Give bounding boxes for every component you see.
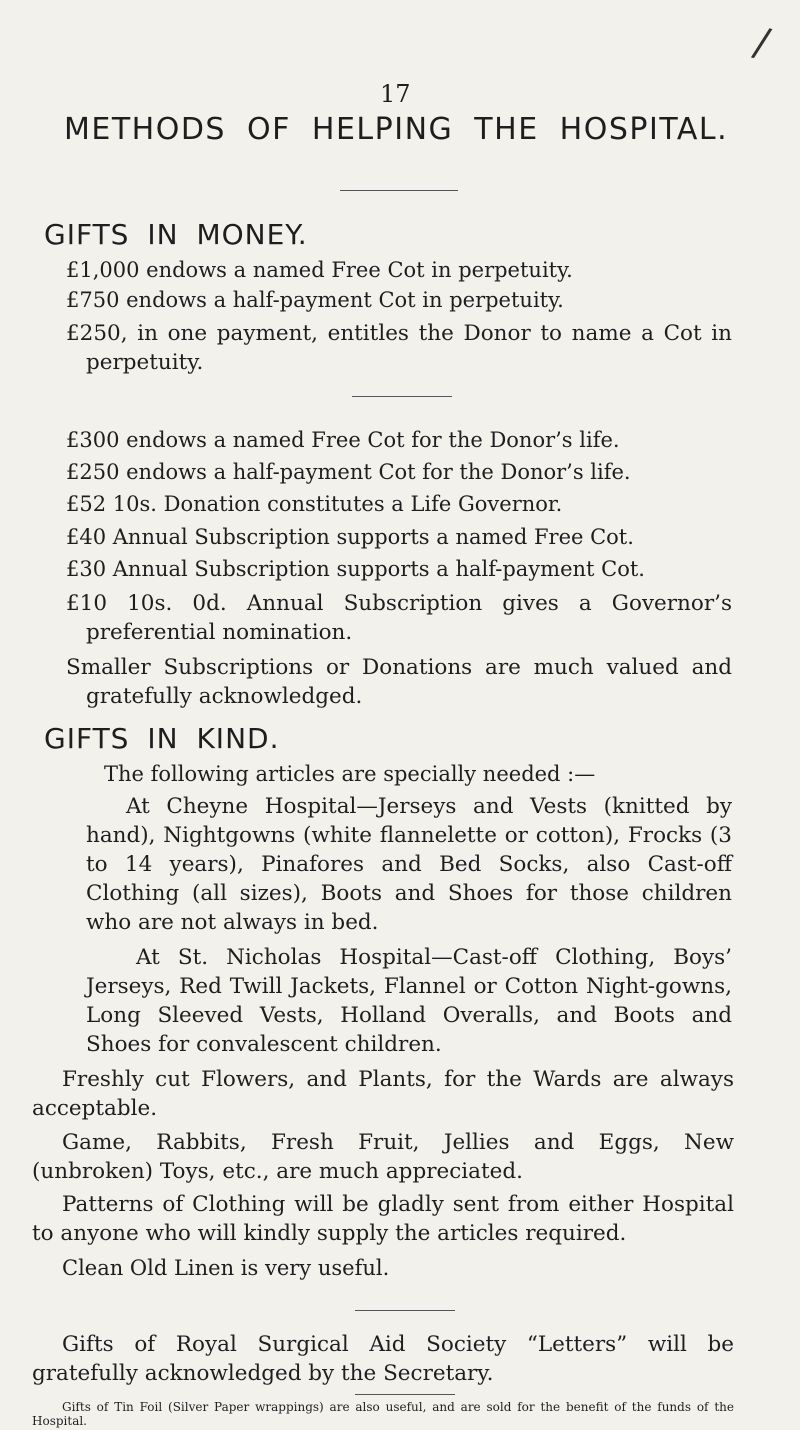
money-item: £1,000 endows a named Free Cot in perpetuity. — [66, 258, 573, 282]
section-rule — [355, 1310, 455, 1311]
gifts-kind-heading: GIFTS IN KIND. — [44, 722, 280, 755]
money-item: £250, in one payment, entitles the Donor to name a Cot in perpetuity. — [66, 321, 732, 375]
money-item: Smaller Subscriptions or Donations are much valued and gratefully acknowledged. — [66, 655, 732, 709]
linen-paragraph: Clean Old Linen is very useful. — [62, 1256, 390, 1280]
kind-intro: The following articles are specially needed :— — [104, 762, 596, 786]
page-number: 17 — [380, 80, 411, 108]
title-rule — [340, 190, 458, 191]
section-rule — [352, 396, 452, 397]
money-item: £750 endows a half-payment Cot in perpetuity. — [66, 288, 564, 312]
page-title: METHODS OF HELPING THE HOSPITAL. — [64, 112, 729, 147]
letters-paragraph: Gifts of Royal Surgical Aid Society “Letters” will be gratefully acknowledged by the Secretary. — [32, 1332, 734, 1386]
money-item: £300 endows a named Free Cot for the Donor’s life. — [66, 428, 620, 452]
money-item: £250 endows a half-payment Cot for the Donor’s life. — [66, 460, 631, 484]
money-item: £40 Annual Subscription supports a named Free Cot. — [66, 525, 634, 549]
cheyne-hospital-needs: At Cheyne Hospital—Jerseys and Vests (knitted by hand), Nightgowns (white flannelette or cotton), Frocks (3 to 14 years), Pinafores and Bed Socks, also Cast-off Clothing (all sizes), Boots and Shoes for those children who are not always in bed. — [86, 794, 732, 935]
st-nicholas-hospital-needs: At St. Nicholas Hospital—Cast-off Clothing, Boys’ Jerseys, Red Twill Jackets, Flannel or Cotton Night-gowns, Long Sleeved Vests, Holland Overalls, and Boots and Shoes for convalescent children. — [86, 945, 732, 1057]
flowers-paragraph: Freshly cut Flowers, and Plants, for the Wards are always acceptable. — [32, 1067, 734, 1121]
money-item: £52 10s. Donation constitutes a Life Governor. — [66, 492, 563, 516]
game-paragraph: Game, Rabbits, Fresh Fruit, Jellies and Eggs, New (unbroken) Toys, etc., are much appreciated. — [32, 1130, 734, 1184]
money-item: £30 Annual Subscription supports a half-payment Cot. — [66, 557, 645, 581]
patterns-paragraph: Patterns of Clothing will be gladly sent from either Hospital to anyone who will kindly supply the articles required. — [32, 1192, 734, 1246]
money-item: £10 10s. 0d. Annual Subscription gives a Governor’s preferential nomination. — [66, 591, 732, 645]
gifts-money-heading: GIFTS IN MONEY. — [44, 218, 308, 251]
corner-pencil-mark: / — [748, 19, 774, 67]
section-rule — [355, 1394, 455, 1395]
tinfoil-paragraph: Gifts of Tin Foil (Silver Paper wrappings) are also useful, and are sold for the benefit of the funds of the Hospital. — [32, 1400, 734, 1428]
